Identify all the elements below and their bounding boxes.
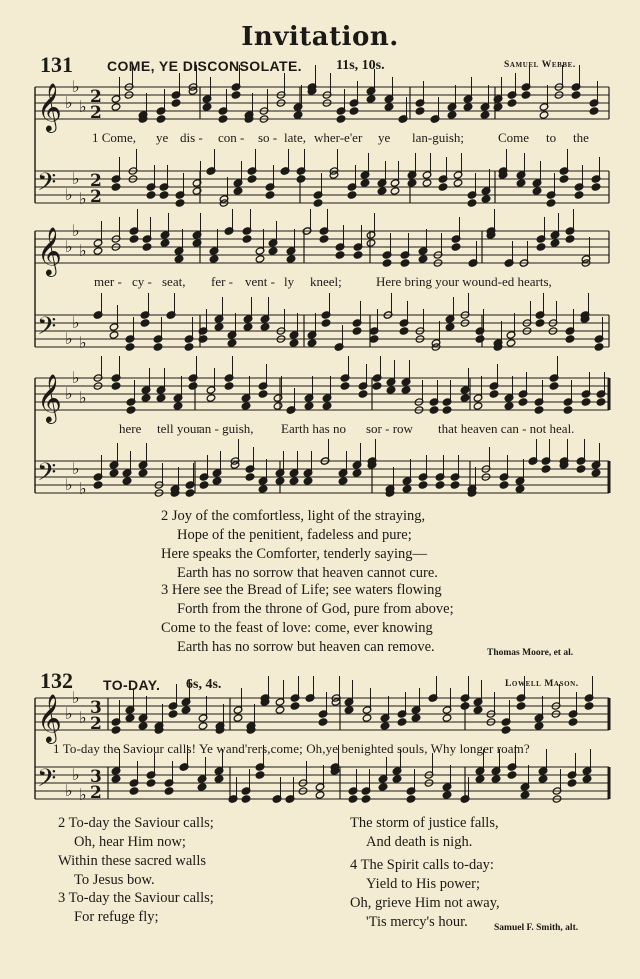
bass-clef: 𝄢 — [37, 168, 57, 203]
note-head — [541, 465, 551, 473]
lyric-syllable: ly — [284, 274, 295, 289]
note-head — [258, 390, 268, 398]
stanza-line: 2 To-day the Saviour calls; — [58, 815, 214, 831]
note-head — [591, 183, 601, 191]
note-head — [173, 402, 183, 410]
note-head — [406, 795, 416, 803]
note-head — [450, 481, 460, 489]
note-head — [369, 335, 379, 343]
flat-sign: ♭ — [72, 77, 80, 96]
lyric-syllable: an - guish, — [199, 421, 254, 436]
flat-sign: ♭ — [65, 475, 73, 494]
note-head — [596, 398, 606, 406]
note-head — [549, 382, 559, 390]
note-head — [563, 406, 573, 414]
flat-sign: ♭ — [65, 781, 73, 800]
hymn-composer: Lowell Mason. — [505, 679, 579, 689]
lyric-syllable: ye — [156, 130, 169, 145]
note-head — [293, 111, 303, 119]
note-head — [422, 179, 432, 187]
lyric-syllable: cy - — [132, 274, 152, 289]
note-head — [550, 239, 560, 247]
note-head — [111, 183, 121, 191]
note-head — [567, 779, 577, 787]
note-head — [233, 714, 243, 722]
flat-sign: ♭ — [72, 221, 80, 240]
time-signature-bottom: 2 — [90, 103, 102, 123]
note-head — [535, 319, 545, 327]
flat-sign: ♭ — [79, 708, 87, 727]
note-head — [231, 91, 241, 99]
stanza-line: Earth has no sorrow but heaven can remove. — [177, 639, 435, 655]
note-head — [335, 251, 345, 259]
note-head — [348, 795, 358, 803]
note-head — [516, 179, 526, 187]
note-head — [546, 199, 556, 207]
note-head — [362, 714, 372, 722]
note-head — [582, 775, 592, 783]
lyric-syllable: wher-e'er — [314, 130, 363, 145]
note-head — [242, 235, 252, 243]
note-head — [377, 187, 387, 195]
note-head — [336, 115, 346, 123]
note-head — [245, 473, 255, 481]
note-head — [175, 199, 185, 207]
note-head — [185, 489, 195, 497]
note-head — [111, 382, 121, 390]
note-head — [384, 103, 394, 111]
note-head — [366, 95, 376, 103]
note-head — [338, 477, 348, 485]
bass-clef: 𝄢 — [37, 458, 57, 493]
note-head — [156, 115, 166, 123]
note-head — [268, 247, 278, 255]
note-head — [243, 323, 253, 331]
time-signature-bottom: 2 — [90, 783, 102, 803]
note-head — [212, 477, 222, 485]
lyric-syllable: to — [546, 130, 557, 145]
stanza-line: Here speaks the Comforter, tenderly saying— — [161, 546, 427, 562]
note-head — [473, 402, 483, 410]
lyric-syllable: ye — [378, 130, 391, 145]
note-head — [361, 795, 371, 803]
stanza-line: Within these sacred walls — [58, 853, 206, 869]
note-head — [447, 111, 457, 119]
note-head — [146, 779, 156, 787]
flat-sign: ♭ — [79, 97, 87, 116]
time-signature-top: 2 — [90, 87, 102, 107]
hymn-meter: 6s, 4s. — [186, 677, 222, 692]
time-signature-bottom: 2 — [90, 714, 102, 734]
note-head — [401, 386, 411, 394]
flat-sign: ♭ — [65, 185, 73, 204]
note-head — [307, 339, 317, 347]
note-head — [289, 477, 299, 485]
note-head — [584, 702, 594, 710]
note-head — [111, 775, 121, 783]
lyric-syllable: vent - — [245, 274, 275, 289]
note-head — [241, 402, 251, 410]
note-head — [400, 259, 410, 267]
note-head — [507, 771, 517, 779]
note-head — [399, 327, 409, 335]
note-head — [218, 115, 228, 123]
note-head — [382, 259, 392, 267]
note-head — [392, 775, 402, 783]
note-head — [352, 469, 362, 477]
stanza-4 — [350, 856, 500, 932]
note-head — [521, 91, 531, 99]
note-head — [224, 382, 234, 390]
note-head — [322, 402, 332, 410]
note-head — [518, 398, 528, 406]
note-head — [275, 477, 285, 485]
note-head — [460, 702, 470, 710]
note-head — [467, 199, 477, 207]
note-head — [534, 722, 544, 730]
note-head — [198, 722, 208, 730]
flat-sign: ♭ — [65, 384, 73, 403]
lyric-syllable: 1 Come, — [92, 130, 137, 145]
flat-sign: ♭ — [79, 333, 87, 352]
note-head — [534, 406, 544, 414]
lyric-syllable: seat, — [162, 274, 186, 289]
note-head — [366, 239, 376, 247]
treble-clef: 𝄞 — [37, 693, 62, 742]
note-head — [255, 255, 265, 263]
lyric-line-1: 1 To-day the Saviour calls! Ye wand'rers,come; Oh,ye benighted souls, Why longer roam? — [53, 741, 530, 756]
note-head — [275, 706, 285, 714]
note-head — [289, 339, 299, 347]
note-head — [159, 191, 169, 199]
note-head — [481, 195, 491, 203]
note-head — [460, 394, 470, 402]
stanza-line: 4 The Spirit calls to-day: — [350, 857, 494, 873]
stanza-line: For refuge fly; — [74, 909, 159, 925]
note-head — [344, 706, 354, 714]
author-credit: Thomas Moore, et al. — [487, 648, 574, 658]
note-head — [129, 235, 139, 243]
stanza-3 — [58, 889, 214, 927]
note-head — [318, 718, 328, 726]
note-head — [140, 319, 150, 327]
hymn-composer: Samuel Webbe. — [504, 60, 576, 70]
note-head — [473, 706, 483, 714]
lyric-syllable: tell your — [157, 421, 201, 436]
note-head — [209, 255, 219, 263]
note-head — [565, 335, 575, 343]
author-credit: Samuel F. Smith, alt. — [494, 923, 579, 933]
lyric-syllable: dis - — [180, 130, 203, 145]
note-head — [347, 191, 357, 199]
note-head — [233, 187, 243, 195]
note-head — [188, 382, 198, 390]
note-head — [258, 485, 268, 493]
note-head — [122, 477, 132, 485]
note-head — [109, 469, 119, 477]
note-head — [451, 243, 461, 251]
treble-clef: 𝄞 — [37, 373, 62, 422]
note-head — [340, 382, 350, 390]
note-head — [255, 771, 265, 779]
note-head — [202, 103, 212, 111]
flat-sign: ♭ — [72, 368, 80, 387]
note-head — [315, 791, 325, 799]
note-head — [504, 402, 514, 410]
note-head — [214, 323, 224, 331]
lyric-syllable: sor - row — [366, 421, 413, 436]
lyric-syllable: that heaven can - not heal. — [438, 421, 575, 436]
note-head — [273, 402, 283, 410]
flat-sign: ♭ — [79, 479, 87, 498]
note-head — [386, 386, 396, 394]
note-head — [142, 243, 152, 251]
bass-clef: 𝄢 — [37, 764, 57, 799]
note-head — [515, 485, 525, 493]
note-head — [539, 111, 549, 119]
note-head — [109, 331, 119, 339]
note-head — [438, 183, 448, 191]
note-head — [214, 775, 224, 783]
note-head — [304, 402, 314, 410]
note-head — [164, 787, 174, 795]
treble-clef: 𝄞 — [37, 82, 62, 131]
stanza-line: Earth has no sorrow that heaven cannot cure. — [177, 565, 438, 581]
note-head — [352, 327, 362, 335]
note-head — [260, 323, 270, 331]
note-head — [475, 775, 485, 783]
stanza-line: 3 Here see the Bread of Life; see waters flowing — [161, 582, 442, 598]
time-signature-top: 3 — [90, 698, 102, 718]
note-head — [571, 91, 581, 99]
hymn-number: 131 — [40, 52, 73, 77]
stanza-line: Come to the feast of love: come, ever knowing — [161, 620, 433, 636]
stanza-line: 'Tis mercy's hour. — [366, 914, 468, 930]
note-head — [480, 111, 490, 119]
time-signature-bottom: 2 — [90, 187, 102, 207]
flat-sign: ♭ — [79, 388, 87, 407]
note-head — [445, 323, 455, 331]
note-head — [303, 477, 313, 485]
note-head — [532, 187, 542, 195]
note-head — [247, 175, 257, 183]
lyric-syllable: lan-guish; — [412, 130, 464, 145]
lyric-syllable: the — [573, 130, 589, 145]
note-head — [360, 179, 370, 187]
note-head — [168, 710, 178, 718]
note-head — [184, 343, 194, 351]
stanza-3 — [161, 581, 454, 657]
note-head — [516, 702, 526, 710]
note-head — [501, 726, 511, 734]
note-head — [358, 390, 368, 398]
note-head — [415, 107, 425, 115]
lyric-syllable: con - — [218, 130, 245, 145]
note-head — [160, 239, 170, 247]
note-head — [418, 255, 428, 263]
flat-sign: ♭ — [72, 688, 80, 707]
note-head — [206, 394, 216, 402]
note-head — [411, 714, 421, 722]
note-head — [506, 339, 516, 347]
stanza-3-continued — [350, 814, 499, 852]
hymn-meter: 11s, 10s. — [336, 58, 385, 73]
stanza-line: Hope of the penitient, fadeless and pure; — [177, 527, 412, 543]
note-head — [138, 722, 148, 730]
note-head — [93, 247, 103, 255]
time-signature-top: 2 — [90, 171, 102, 191]
flat-sign: ♭ — [65, 93, 73, 112]
note-head — [174, 255, 184, 263]
note-head — [141, 394, 151, 402]
stanza-line: Yield to His power; — [366, 876, 480, 892]
note-head — [568, 718, 578, 726]
note-head — [181, 706, 191, 714]
note-head — [125, 714, 135, 722]
note-head — [591, 469, 601, 477]
note-head — [129, 787, 139, 795]
note-head — [442, 406, 452, 414]
flat-sign: ♭ — [79, 189, 87, 208]
hymn-132-header — [40, 668, 73, 694]
note-head — [507, 99, 517, 107]
note-head — [536, 243, 546, 251]
time-signature-top: 3 — [90, 767, 102, 787]
note-head — [520, 791, 530, 799]
flat-sign: ♭ — [79, 241, 87, 260]
note-head — [429, 406, 439, 414]
note-head — [241, 795, 251, 803]
stanza-line: And death is nigh. — [366, 834, 473, 850]
flat-sign: ♭ — [65, 237, 73, 256]
note-head — [463, 103, 473, 111]
note-head — [156, 394, 166, 402]
note-head — [93, 481, 103, 489]
treble-clef: 𝄞 — [37, 226, 62, 275]
flat-sign: ♭ — [72, 169, 80, 188]
stanza-line: The storm of justice falls, — [350, 815, 499, 831]
note-head — [353, 251, 363, 259]
note-head — [199, 481, 209, 489]
flat-sign: ♭ — [65, 704, 73, 723]
note-head — [559, 175, 569, 183]
hymn-number: 132 — [40, 668, 73, 693]
stanza-2 — [58, 814, 214, 890]
flat-sign: ♭ — [72, 313, 80, 332]
note-head — [321, 319, 331, 327]
note-head — [435, 481, 445, 489]
note-head — [453, 179, 463, 187]
note-head — [227, 339, 237, 347]
note-head — [378, 783, 388, 791]
stanza-line: 3 To-day the Saviour calls; — [58, 890, 214, 906]
note-head — [265, 191, 275, 199]
note-head — [390, 187, 400, 195]
hymn-title: TO-DAY. — [103, 677, 161, 693]
stanza-line: Oh, grieve Him not away, — [350, 895, 500, 911]
note-head — [574, 191, 584, 199]
note-head — [407, 179, 417, 187]
page-heading: Invitation. — [241, 22, 399, 52]
lyric-syllable: Here bring your wound-ed hearts, — [376, 274, 552, 289]
stanza-2 — [161, 507, 438, 583]
lyric-syllable: Come — [498, 130, 530, 145]
note-head — [581, 398, 591, 406]
note-head — [126, 406, 136, 414]
note-head — [565, 235, 575, 243]
flat-sign: ♭ — [72, 459, 80, 478]
note-head — [491, 775, 501, 783]
stanza-line: To Jesus bow. — [74, 872, 155, 888]
note-head — [313, 199, 323, 207]
lyric-syllable: here — [119, 421, 142, 436]
note-head — [111, 103, 121, 111]
note-head — [418, 481, 428, 489]
note-head — [589, 107, 599, 115]
note-head — [125, 343, 135, 351]
note-head — [146, 191, 156, 199]
note-head — [475, 335, 485, 343]
stanza-line: Oh, hear Him now; — [74, 834, 186, 850]
note-head — [402, 485, 412, 493]
lyric-syllable: late, — [284, 130, 307, 145]
lyric-syllable: mer - — [94, 274, 122, 289]
note-head — [171, 99, 181, 107]
stanza-line: Forth from the throne of God, pure from above; — [177, 601, 454, 617]
lyric-syllable: Earth has no — [281, 421, 346, 436]
note-head — [489, 390, 499, 398]
note-head — [290, 702, 300, 710]
lyric-syllable: fer - — [211, 274, 234, 289]
lyric-syllable: kneel; — [310, 274, 342, 289]
note-head — [319, 235, 329, 243]
note-head — [153, 343, 163, 351]
note-head — [138, 469, 148, 477]
lyric-syllable: so - — [258, 130, 278, 145]
note-head — [442, 714, 452, 722]
bass-clef: 𝄢 — [37, 312, 57, 347]
note-head — [372, 382, 382, 390]
flat-sign: ♭ — [72, 765, 80, 784]
note-head — [442, 791, 452, 799]
note-head — [499, 481, 509, 489]
flat-sign: ♭ — [65, 329, 73, 348]
note-head — [111, 726, 121, 734]
flat-sign: ♭ — [79, 785, 87, 804]
stanza-line: 2 Joy of the comfortless, light of the straying, — [161, 508, 426, 524]
note-head — [349, 107, 359, 115]
note-head — [296, 175, 306, 183]
note-head — [197, 783, 207, 791]
note-head — [538, 775, 548, 783]
note-head — [576, 465, 586, 473]
note-head — [286, 255, 296, 263]
note-head — [594, 343, 604, 351]
note-head — [397, 718, 407, 726]
note-head — [380, 722, 390, 730]
hymn-title: COME, YE DISCONSOLATE. — [107, 58, 302, 74]
